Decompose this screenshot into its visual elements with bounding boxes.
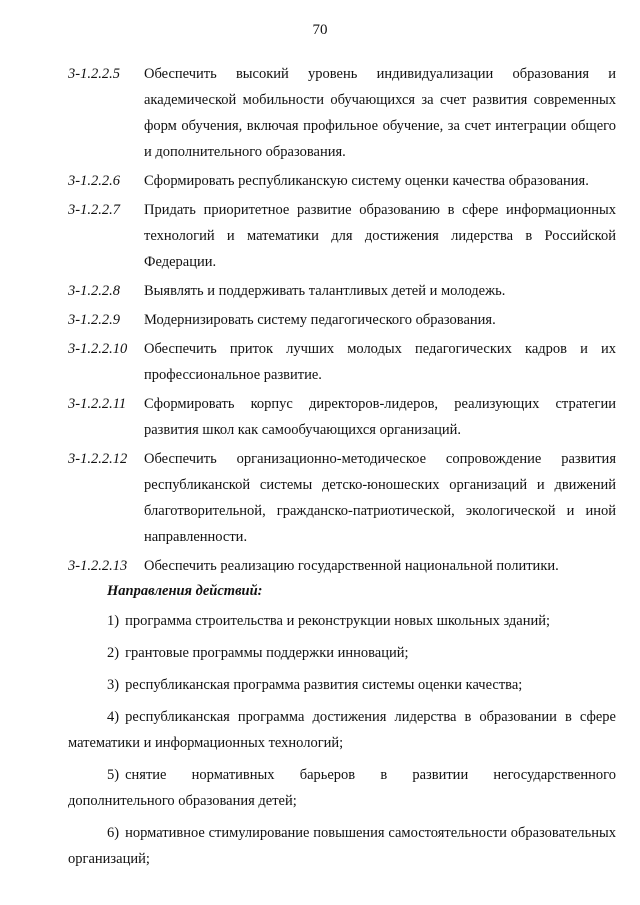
item-text: Обеспечить реализацию государственной национальной политики.	[144, 558, 559, 574]
action-number: 6)	[107, 825, 120, 841]
action-text: нормативное стимулирование повышения самостоятельности образовательных организаций;	[68, 825, 616, 867]
list-item	[68, 391, 616, 443]
list-item	[68, 61, 616, 165]
action-item	[68, 704, 616, 756]
list-item	[68, 446, 616, 550]
item-text: Обеспечить организационно-методическое сопровождение развития республиканской системы детско-юношеских организаций и движений благотворительной, гражданско-патриотической, экологической и иной направленности.	[144, 451, 616, 545]
list-item	[68, 168, 616, 194]
item-code: 3-1.2.2.12	[68, 451, 128, 467]
list-item	[68, 197, 616, 275]
item-text: Сформировать корпус директоров-лидеров, реализующих стратегии развития школ как самообучающихся организаций.	[144, 396, 616, 438]
list-item	[68, 278, 616, 304]
item-code: 3-1.2.2.5	[68, 66, 120, 82]
item-text: Выявлять и поддерживать талантливых детей и молодежь.	[144, 283, 506, 299]
item-text: Сформировать республиканскую систему оценки качества образования.	[144, 173, 589, 189]
item-text: Модернизировать систему педагогического образования.	[144, 312, 496, 328]
item-code: 3-1.2.2.8	[68, 283, 120, 299]
action-text: республиканская программа достижения лидерства в образовании в сфере математики и информационных технологий;	[68, 709, 616, 751]
action-number: 4)	[107, 709, 120, 725]
action-text: грантовые программы поддержки инноваций;	[125, 645, 409, 661]
item-code: 3-1.2.2.11	[68, 396, 127, 412]
action-item	[68, 672, 616, 698]
action-number: 2)	[107, 645, 120, 661]
item-text: Придать приоритетное развитие образованию в сфере информационных технологий и математики для достижения лидерства в Российской Федерации.	[144, 202, 616, 270]
goals-list	[68, 61, 616, 582]
item-text: Обеспечить приток лучших молодых педагогических кадров и их профессиональное развитие.	[144, 341, 616, 383]
action-number: 1)	[107, 613, 120, 629]
section-heading: Направления действий:	[107, 583, 263, 599]
item-code: 3-1.2.2.10	[68, 341, 128, 357]
action-number: 5)	[107, 767, 120, 783]
list-item	[68, 336, 616, 388]
action-item	[68, 608, 616, 634]
item-code: 3-1.2.2.6	[68, 173, 120, 189]
action-item	[68, 762, 616, 814]
item-code: 3-1.2.2.7	[68, 202, 120, 218]
item-code: 3-1.2.2.13	[68, 558, 128, 574]
action-text: снятие нормативных барьеров в развитии негосударственного дополнительного образования детей;	[68, 767, 616, 809]
action-item	[68, 640, 616, 666]
action-number: 3)	[107, 677, 120, 693]
action-text: программа строительства и реконструкции новых школьных зданий;	[125, 613, 551, 629]
action-text: республиканская программа развития системы оценки качества;	[125, 677, 523, 693]
item-text: Обеспечить высокий уровень индивидуализации образования и академической мобильности обучающихся за счет развития современных форм обучения, включая профильное обучение, за счет интеграции общего и дополнительного образования.	[144, 66, 616, 160]
list-item	[68, 553, 616, 579]
actions-section	[68, 578, 616, 878]
action-item	[68, 820, 616, 872]
page-number: 70	[312, 22, 328, 38]
item-code: 3-1.2.2.9	[68, 312, 120, 328]
list-item	[68, 307, 616, 333]
